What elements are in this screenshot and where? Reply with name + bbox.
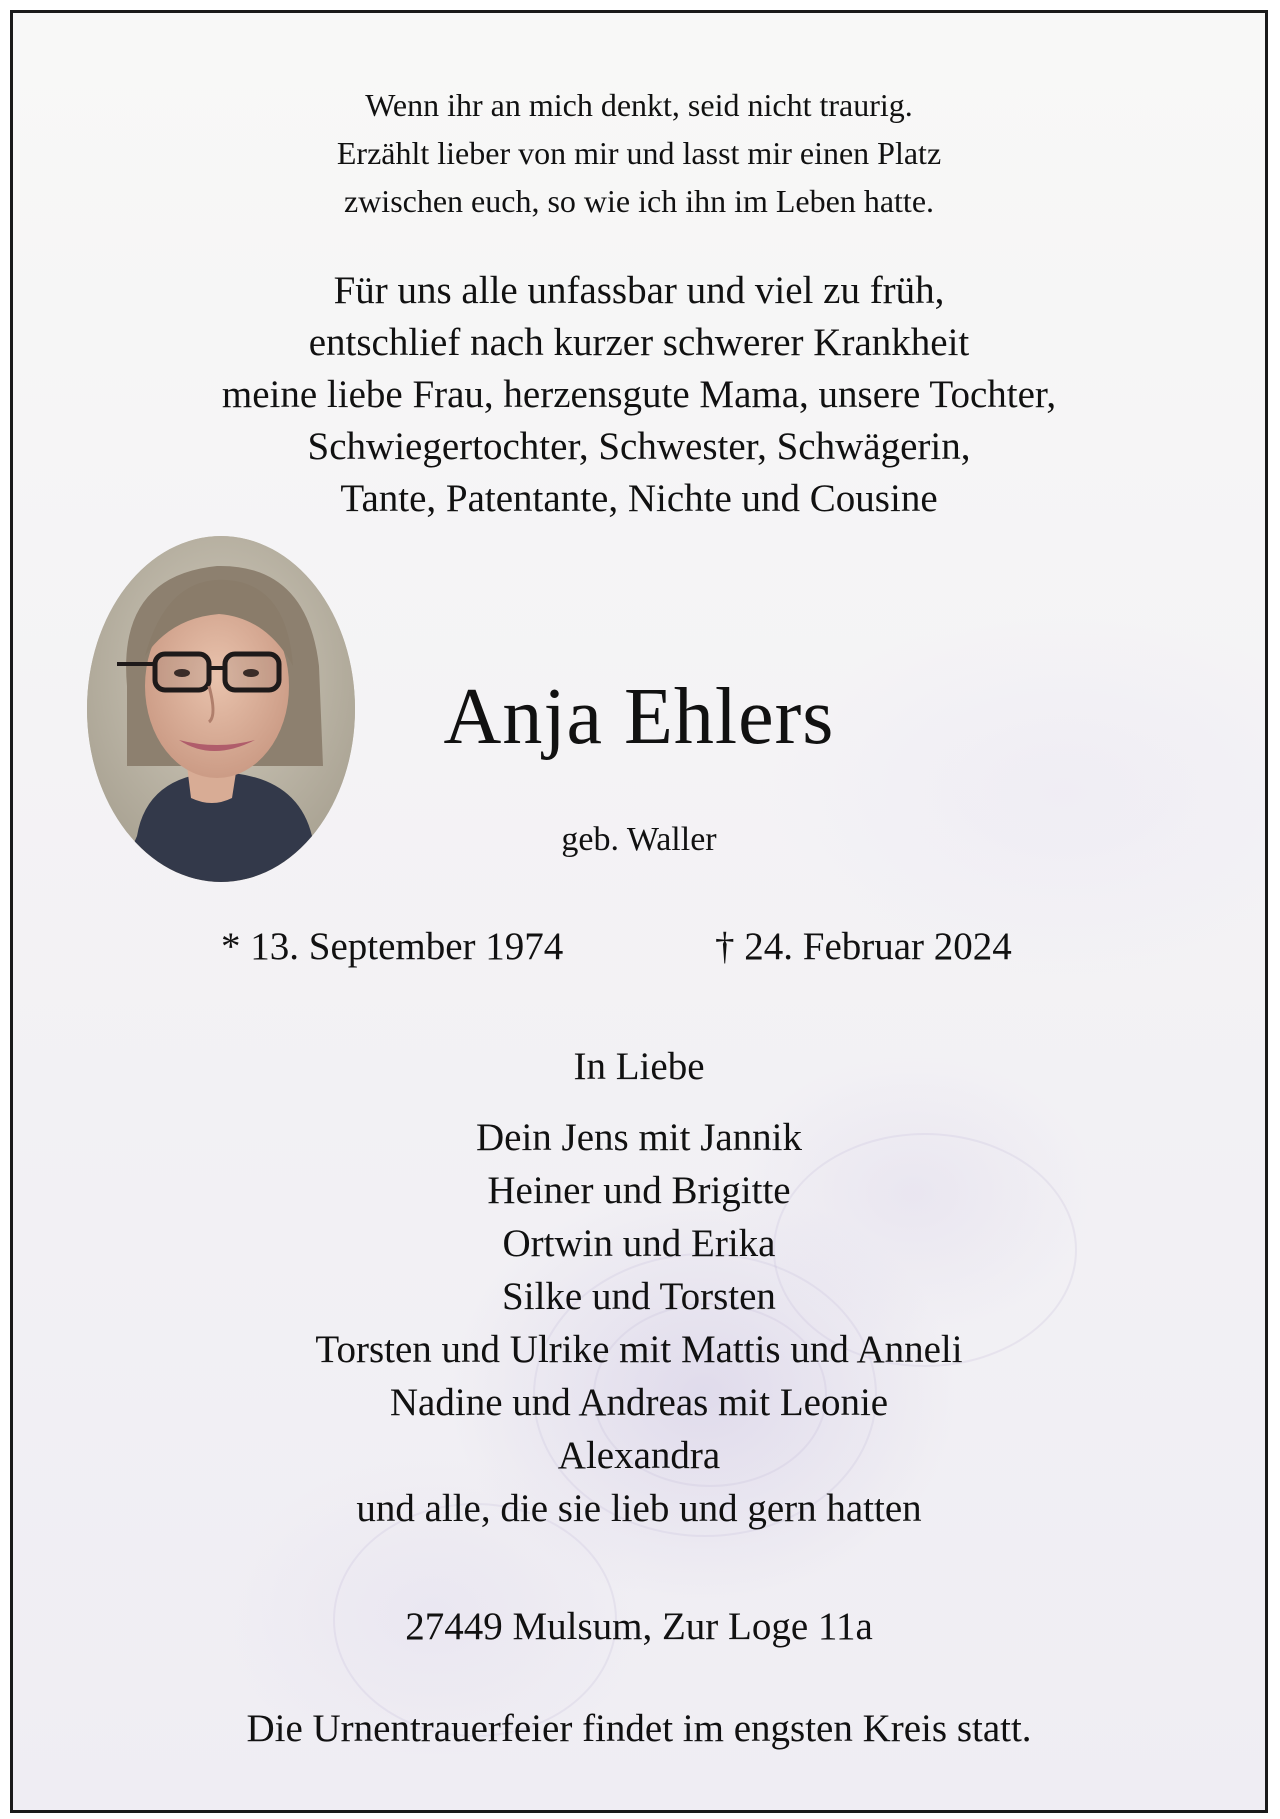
- address: 27449 Mulsum, Zur Loge 11a: [405, 1605, 873, 1648]
- mourner-line: Nadine und Andreas mit Leonie: [389, 1381, 889, 1424]
- mourner-line: Heiner und Brigitte: [487, 1169, 791, 1212]
- announcement-intro: [13, 265, 1265, 525]
- poem-line: Wenn ihr an mich denkt, seid nicht traurig.: [365, 87, 913, 123]
- mourner-line: und alle, die sie lieb und gern hatten: [356, 1487, 922, 1530]
- intro-line: entschlief nach kurzer schwerer Krankheit: [308, 321, 970, 364]
- poem-line: zwischen euch, so wie ich ihn im Leben hatte.: [343, 183, 935, 219]
- intro-line: Tante, Patentante, Nichte und Cousine: [340, 477, 938, 520]
- mourner-line: Alexandra: [557, 1434, 721, 1477]
- in-love-heading: In Liebe: [573, 1045, 705, 1088]
- poem-line: Erzählt lieber von mir und lasst mir einen Platz: [336, 135, 942, 171]
- mourner-line: Silke und Torsten: [502, 1275, 776, 1318]
- mourner-line: Dein Jens mit Jannik: [475, 1116, 803, 1159]
- intro-line: meine liebe Frau, herzensgute Mama, unsere Tochter,: [221, 373, 1057, 416]
- mourner-line: Torsten und Ulrike mit Mattis und Anneli: [315, 1328, 963, 1371]
- intro-line: Für uns alle unfassbar und viel zu früh,: [333, 269, 945, 312]
- death-date: † 24. Februar 2024: [715, 925, 1012, 968]
- birth-date: * 13. September 1974: [221, 925, 564, 968]
- maiden-name: geb. Waller: [561, 821, 717, 858]
- poem: [13, 81, 1265, 225]
- deceased-name: Anja Ehlers: [443, 673, 835, 761]
- obituary-card: [10, 10, 1268, 1813]
- funeral-note: Die Urnentrauerfeier findet im engsten Kreis statt.: [246, 1707, 1032, 1750]
- mourner-line: Ortwin und Erika: [502, 1222, 776, 1265]
- intro-line: Schwiegertochter, Schwester, Schwägerin,: [307, 425, 971, 468]
- mourners-list: [13, 1111, 1265, 1535]
